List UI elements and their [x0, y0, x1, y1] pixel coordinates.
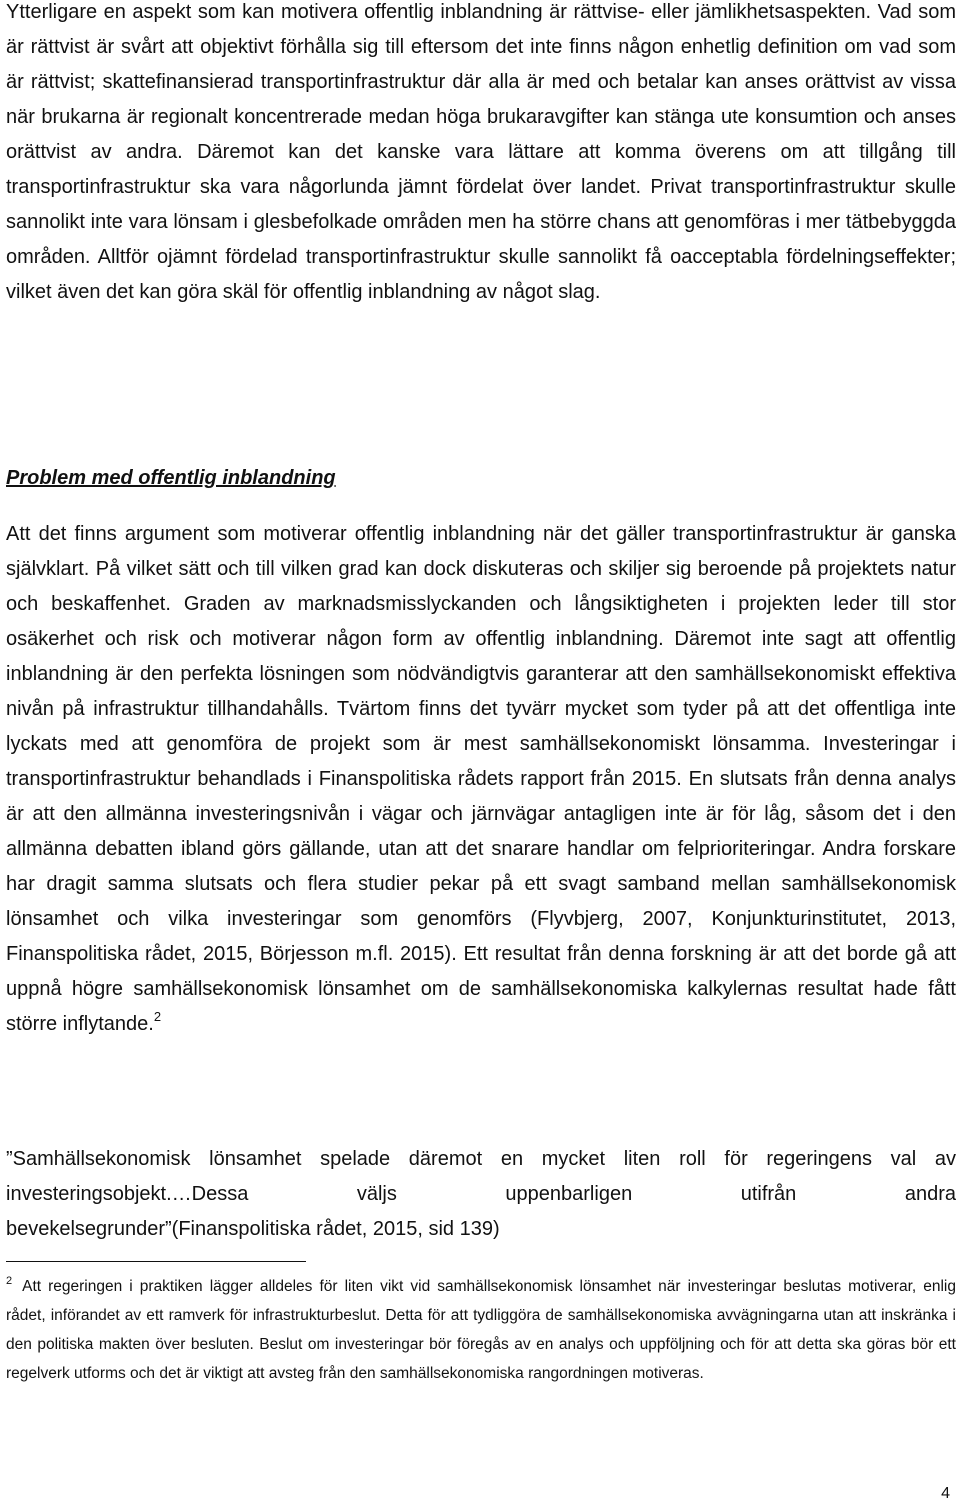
- body-paragraph-2: [6, 517, 956, 1042]
- footnote-text: Att regeringen i praktiken lägger alldeles för liten vikt vid samhällsekonomisk lönsamhet när investeringar beslutas motiverar, enlig rådet, införandet av ett ramverk för infrastrukturbeslut. Detta för att tydliggöra de samhällsekonomiska avvägningarna utan att inskränka i den politiska makten över besluten. Beslut om investeringar bör föregås av en analys och uppföljning och för att detta ska göras bör ett regelverk utforms och det är viktigt att avsteg från den samhällsekonomiska rangordningen motiveras.: [6, 1278, 956, 1382]
- quote-line-3: bevekelsegrunder”(Finanspolitiska rådet, 2015, sid 139): [6, 1218, 500, 1240]
- quote-line-1: ”Samhällsekonomisk lönsamhet spelade däremot en mycket liten roll för regeringens val av: [6, 1148, 956, 1170]
- footnote-number: 2: [6, 1275, 13, 1287]
- footnote: [6, 1272, 956, 1388]
- footnote-reference: 2: [153, 1009, 162, 1024]
- body-paragraph-1: Ytterligare en aspekt som kan motivera offentlig inblandning är rättvise- eller jämlikhetsaspekten. Vad som är rättvist är svårt att objektivt förhålla sig till eftersom det inte finns någon enhetlig definition om vad som är rättvist; skattefinansierad transportinfrastruktur där alla är med och betalar kan anses orättvist av vissa när brukarna är regionalt koncentrerade medan höga brukaravgifter kan stänga ute konsumtion och anses orättvist av andra. Däremot kan det kanske vara lättare att komma överens om att tillgång till transportinfrastruktur ska vara någorlunda jämnt fördelat över landet. Privat transportinfrastruktur skulle sannolikt inte vara lönsam i glesbefolkade områden men ha större chans att genomföras i mer tätbebyggda områden. Alltför ojämnt fördelad transportinfrastruktur skulle sannolikt få oacceptabla fördelningseffekter; vilket även det kan göra skäl för offentlig inblandning av något slag.: [6, 1, 956, 303]
- block-quote: [6, 1142, 956, 1247]
- footnote-separator: [6, 1261, 306, 1262]
- body-paragraph-2-text: Att det finns argument som motiverar offentlig inblandning när det gäller transportinfrastruktur är ganska självklart. På vilket sätt och till vilken grad kan dock diskuteras och skiljer sig beroende på projektets natur och beskaffenhet. Graden av marknadsmisslyckanden och långsiktigheten i projekten leder till stor osäkerhet och risk och motiverar någon form av offentlig inblandning. Däremot inte sagt att offentlig inblandning är den perfekta lösningen som nödvändigtvis garanterar att den samhällsekonomiskt effektiva nivån på infrastruktur tillhandahålls. Tvärtom finns det tyvärr mycket som tyder på att det offentliga inte lyckats med att genomföra de projekt som är mest samhällsekonomiskt lönsamma. Investeringar i transportinfrastruktur behandlads i Finanspolitiska rådets rapport från 2015. En slutsats från denna analys är att den allmänna investeringsnivån i vägar och järnvägar antagligen inte är för låg, såsom det i den allmänna debatten ibland görs gällande, utan att det snarare handlar om felprioriteringar. Andra forskare har dragit samma slutsats och flera studier pekar på ett svagt samband mellan samhällsekonomisk lönsamhet och vilka investeringar som genomförs (Flyvbjerg, 2007, Konjunkturinstitutet, 2013, Finanspolitiska rådet, 2015, Börjesson m.fl. 2015). Ett resultat från denna forskning är att det borde gå att uppnå högre samhällsekonomisk lönsamhet om de samhällsekonomiska kalkylernas resultat hade fått större inflytande.: [6, 523, 956, 1035]
- page-number: 4: [941, 1485, 950, 1502]
- section-heading: Problem med offentlig inblandning: [6, 467, 336, 489]
- quote-line-2: investeringsobjekt.…Dessa väljs uppenbarligen utifrån andra: [6, 1183, 956, 1205]
